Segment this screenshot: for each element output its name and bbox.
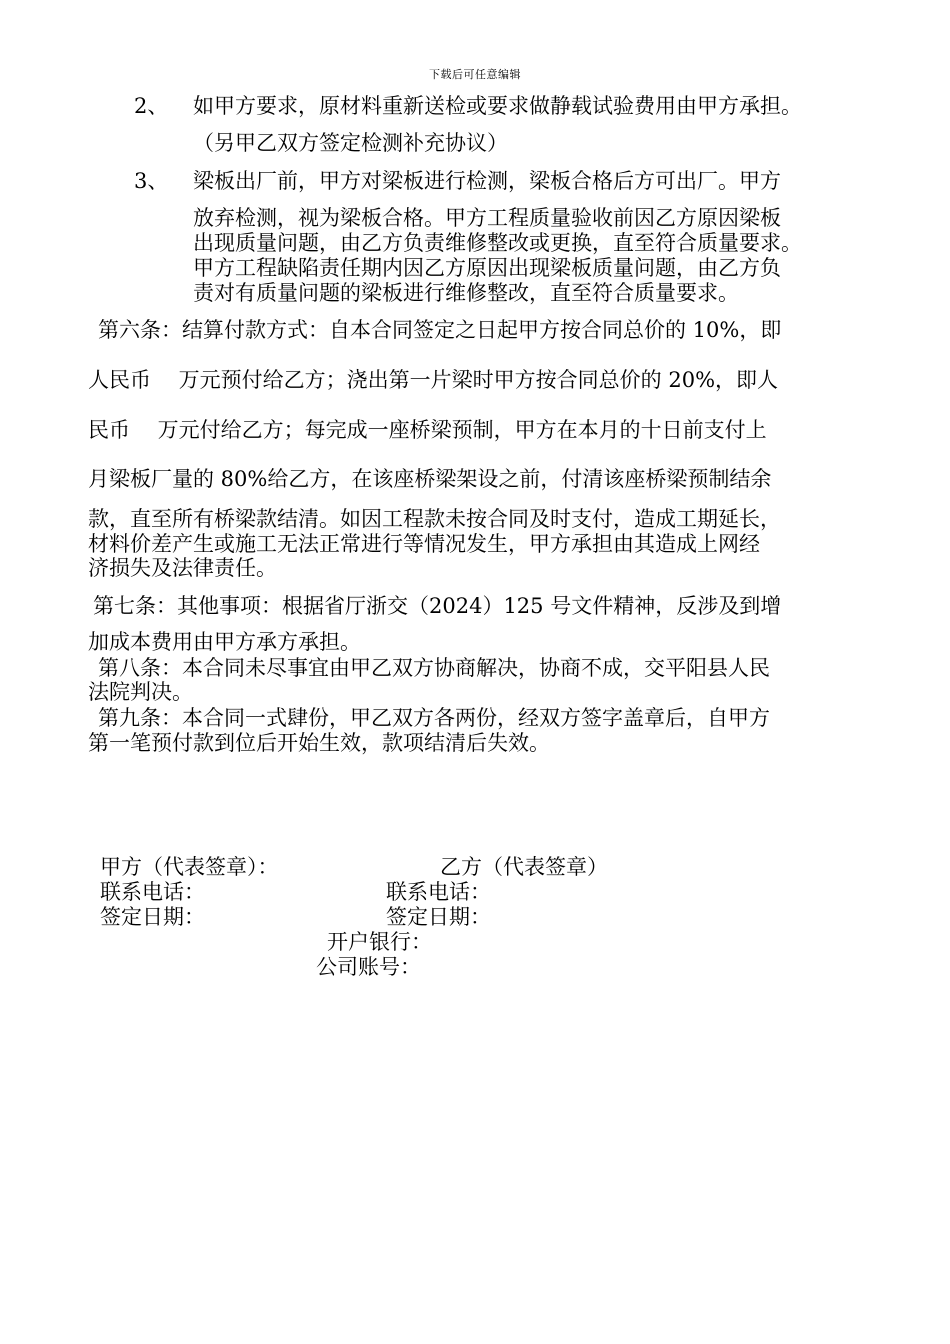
party-b-date-label: 签定日期：	[386, 905, 491, 929]
article-9-line-1: 第九条：本合同一式肆份，甲乙双方各两份，经双方签字盖章后，自甲方	[98, 706, 770, 730]
item-3-line-5: 责对有质量问题的梁板进行维修整改，直至符合质量要求。	[193, 281, 739, 305]
article-7-line-2: 加成本费用由甲方承方承担。	[88, 630, 361, 654]
party-b-signature-label: 乙方（代表签章）	[440, 855, 608, 879]
article-6-line-5: 款，直至所有桥梁款结清。如因工程款未按合同及时支付，造成工期延长，	[88, 507, 781, 531]
article-8-line-1: 第八条：本合同未尽事宜由甲乙双方协商解决，协商不成，交平阳县人民	[98, 656, 770, 680]
item-2-line-1: 如甲方要求，原材料重新送检或要求做静载试验费用由甲方承担。	[193, 94, 802, 118]
account-label: 公司账号：	[316, 955, 421, 979]
article-6-line-4: 月梁板厂量的 80%给乙方，在该座桥梁架设之前，付清该座桥梁预制结余	[88, 467, 772, 491]
article-6-line-3: 民币 万元付给乙方；每完成一座桥梁预制，甲方在本月的十日前支付上	[88, 418, 767, 442]
article-6-line-6: 材料价差产生或施工无法正常进行等情况发生，甲方承担由其造成上网经	[88, 532, 760, 556]
party-a-phone-label: 联系电话：	[100, 880, 205, 904]
page-header: 下载后可任意编辑	[429, 68, 521, 81]
article-6-line-7: 济损失及法律责任。	[88, 556, 277, 580]
item-3-number: 3、	[134, 169, 169, 193]
bank-label: 开户银行：	[327, 930, 432, 954]
item-3-line-4: 甲方工程缺陷责任期内因乙方原因出现梁板质量问题，由乙方负	[193, 256, 781, 280]
party-a-date-label: 签定日期：	[100, 905, 205, 929]
item-2-line-2: （另甲乙双方签定检测补充协议）	[193, 131, 508, 155]
item-3-line-2: 放弃检测，视为梁板合格。甲方工程质量验收前因乙方原因梁板	[193, 206, 781, 230]
item-3-line-1: 梁板出厂前，甲方对梁板进行检测，梁板合格后方可出厂。甲方	[193, 169, 781, 193]
article-6-line-1: 第六条：结算付款方式：自本合同签定之日起甲方按合同总价的 10%，即	[98, 318, 782, 342]
item-3-line-3: 出现质量问题，由乙方负责维修整改或更换，直至符合质量要求。	[193, 231, 802, 255]
article-9-line-2: 第一笔预付款到位后开始生效，款项结清后失效。	[88, 731, 550, 755]
party-b-phone-label: 联系电话：	[386, 880, 491, 904]
party-a-signature-label: 甲方（代表签章）：	[100, 855, 279, 879]
article-6-line-2: 人民币 万元预付给乙方；浇出第一片梁时甲方按合同总价的 20%，即人	[88, 368, 779, 392]
item-2-number: 2、	[134, 94, 169, 118]
article-8-line-2: 法院判决。	[88, 680, 193, 704]
article-7-line-1: 第七条：其他事项：根据省厅浙交（2024）125 号文件精神，反涉及到增	[93, 594, 782, 618]
